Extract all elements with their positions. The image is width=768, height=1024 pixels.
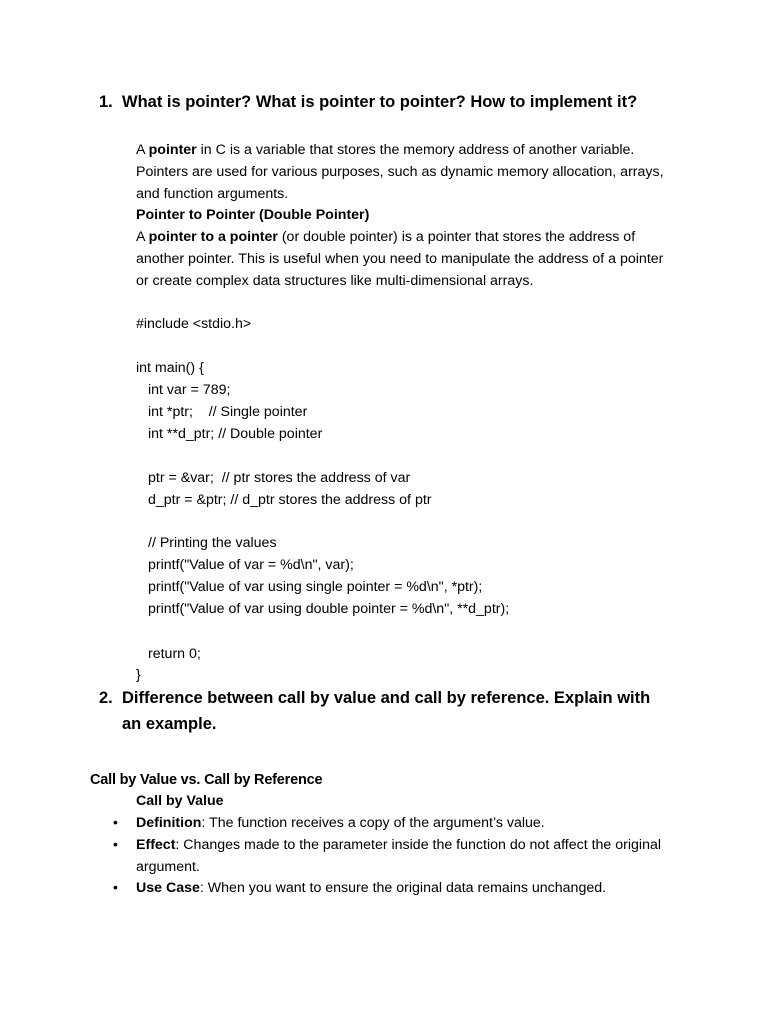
- term-pointer: pointer: [148, 142, 197, 158]
- text: A: [136, 229, 149, 245]
- bullet-text: : The function receives a copy of the argument’s value.: [201, 815, 545, 831]
- bullet-label: Definition: [136, 815, 202, 831]
- bullet-effect: [136, 834, 661, 856]
- code-line: }: [136, 667, 141, 683]
- code-line: int main() {: [136, 360, 204, 376]
- code-line: #include <stdio.h>: [136, 316, 252, 332]
- code-line: int var = 789;: [148, 382, 231, 398]
- section-heading: Call by Value vs. Call by Reference: [90, 772, 323, 788]
- call-by-value-subheading: Call by Value: [136, 793, 224, 809]
- bullet-icon: •: [113, 814, 118, 830]
- text: in C is a variable that stores the memory address of another variable.: [196, 142, 635, 158]
- code-line: int **d_ptr; // Double pointer: [148, 426, 323, 442]
- code-line: d_ptr = &ptr; // d_ptr stores the address of ptr: [148, 492, 432, 508]
- text: (or double pointer) is a pointer that stores the address of: [277, 229, 636, 245]
- bullet-use-case: [136, 877, 606, 899]
- bullet-definition: [136, 812, 545, 834]
- pointer-definition-line-1: [136, 139, 634, 161]
- double-pointer-line-1: [136, 226, 635, 248]
- text: A: [136, 142, 149, 158]
- bullet-effect-continuation: argument.: [136, 859, 200, 875]
- bullet-text: : When you want to ensure the original data remains unchanged.: [199, 880, 607, 896]
- code-line: ptr = &var; // ptr stores the address of var: [148, 470, 411, 486]
- double-pointer-subheading: Pointer to Pointer (Double Pointer): [136, 207, 370, 223]
- bullet-label: Use Case: [136, 880, 200, 896]
- code-line: // Printing the values: [148, 535, 277, 551]
- double-pointer-line-3: or create complex data structures like multi-dimensional arrays.: [136, 273, 534, 289]
- term-pointer-to-pointer: pointer to a pointer: [148, 229, 278, 245]
- code-line: printf("Value of var using double pointer = %d\n", **d_ptr);: [148, 601, 510, 617]
- question-2-title-line-1: Difference between call by value and call by reference. Explain with: [122, 689, 651, 707]
- question-2-number: 2.: [99, 689, 113, 707]
- bullet-icon: •: [113, 836, 118, 852]
- pointer-definition-line-3: and function arguments.: [136, 186, 289, 202]
- bullet-text: : Changes made to the parameter inside the function do not affect the original: [175, 837, 661, 853]
- bullet-icon: •: [113, 879, 118, 895]
- code-line: return 0;: [148, 646, 201, 662]
- code-line: printf("Value of var = %d\n", var);: [148, 557, 354, 573]
- double-pointer-line-2: another pointer. This is useful when you need to manipulate the address of a pointer: [136, 251, 664, 267]
- code-line: int *ptr; // Single pointer: [148, 404, 308, 420]
- question-2-title-line-2: an example.: [122, 715, 217, 733]
- bullet-label: Effect: [136, 837, 176, 853]
- question-1-number: 1.: [99, 93, 113, 111]
- code-line: printf("Value of var using single pointer = %d\n", *ptr);: [148, 579, 483, 595]
- pointer-definition-line-2: Pointers are used for various purposes, such as dynamic memory allocation, arrays,: [136, 164, 664, 180]
- question-1-title: What is pointer? What is pointer to pointer? How to implement it?: [122, 93, 638, 111]
